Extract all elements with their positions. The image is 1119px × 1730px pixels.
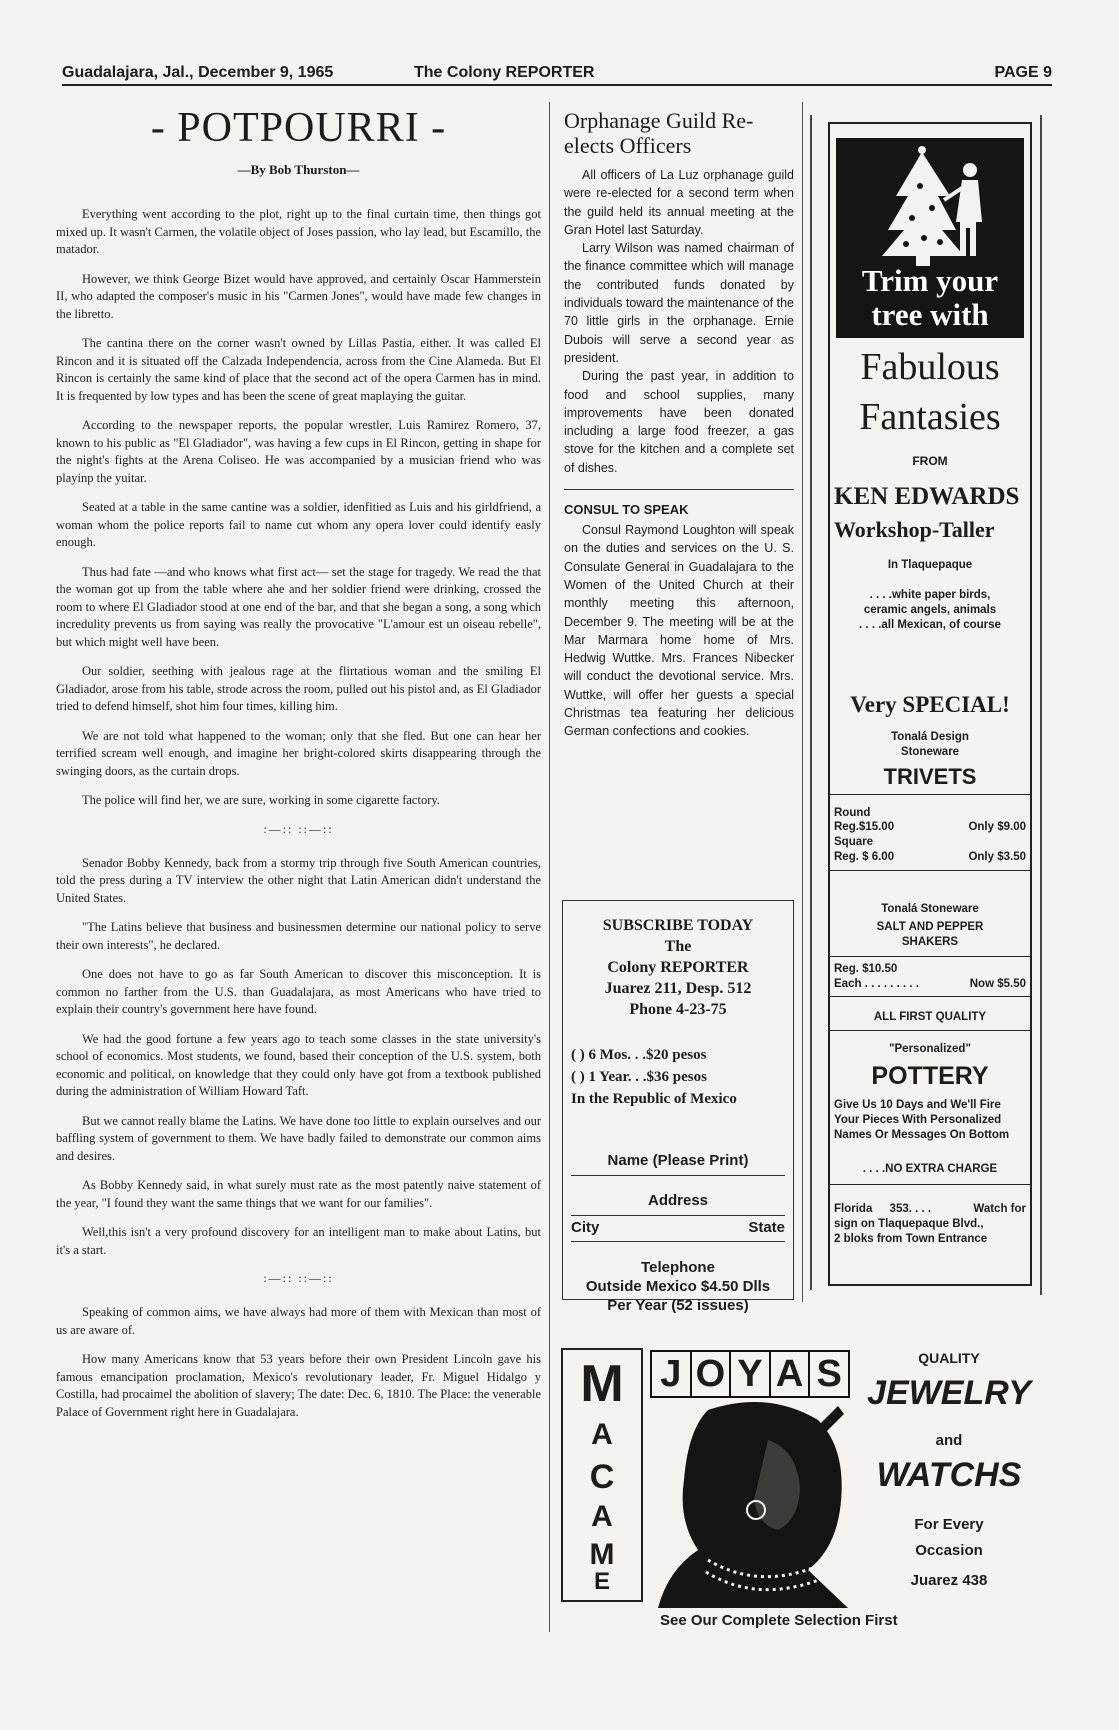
- no-extra-charge: . . . .NO EXTRA CHARGE: [862, 1163, 998, 1175]
- tonala-design: Tonalá Design: [891, 731, 969, 743]
- subscribe-form: [562, 900, 794, 1314]
- and-text: and: [935, 1432, 963, 1449]
- subscribe-line: Phone 4-23-75: [629, 1001, 727, 1018]
- paragraph: But we cannot really blame the Latins. We have done too little to explain ourselves and our baffling system of government to them. We have badly failed to demonstrate our common aims and desires.: [56, 1113, 541, 1163]
- tel-line: Telephone: [641, 1259, 715, 1276]
- desc-line: . . . .all Mexican, of course: [859, 619, 1001, 631]
- square-sale-price: Only $3.50: [968, 851, 1026, 863]
- paragraph: How many Americans know that 53 years before their own President Lincoln gave his famous emancipation proclamation, Mexico's revolutionary leader, Fr. Miguel Hidalgo y Costilla, had procaimel the abolition of slavery; The date: Dec. 6, 1810. The Place: the venerable Palace of Government right here in Guadalajara.: [56, 1352, 541, 1419]
- workshop-name: Workshop-Taller: [834, 517, 995, 542]
- selection-tagline: See Our Complete Selection First: [660, 1612, 898, 1629]
- paragraph: Speaking of common aims, we have always had more of them with Mexican than most of us are aware of.: [56, 1305, 541, 1337]
- page-number: PAGE 9: [994, 64, 1052, 81]
- paragraph: "The Latins believe that business and businessmen determine our national policy to serve their own interests", he declared.: [56, 920, 541, 952]
- personalize-offer: Give Us 10 Days and We'll Fire Your Pieces With Personalized Names Or Messages On Bottom: [834, 1099, 1010, 1141]
- paragraph: The police will find her, we are sure, working in some cigarette factory.: [82, 793, 440, 807]
- dateline: Guadalajara, Jal., December 9, 1965: [62, 64, 334, 81]
- place-text: In Tlaquepaque: [887, 559, 973, 571]
- shakers: SHAKERS: [901, 936, 959, 948]
- paragraph: Our soldier, seething with jealous rage at the flirtatious woman and the smiling El Gladiador, arose from his table, strode across the room, pulled out his pistol and, as El Gladiador tried to defend himself, shot him four times, killing him.: [56, 664, 541, 713]
- orphanage-paragraph: Larry Wilson was named chairman of the finance committee which will manage the contributed funds donated by individuals toward the maintenance of the 70 little girls in the orphanage. Ernie Dubois will serve a second year as president.: [564, 241, 795, 365]
- salt-sale-price: Now $5.50: [969, 978, 1026, 990]
- subscription-options: [571, 1044, 793, 1110]
- divider: [830, 956, 1030, 957]
- column-rule: [549, 102, 550, 1632]
- divider: [564, 489, 794, 490]
- tonala-stoneware: Stoneware: [900, 746, 960, 758]
- square-price-row: [834, 850, 1026, 865]
- paragraph: Senador Bobby Kennedy, back from a stormy trip through five South American countries, told the press during a TV interview the other night that Latin American didn't understand the United States.: [56, 855, 541, 905]
- personalized: "Personalized": [889, 1043, 971, 1055]
- florida-number: 353. . . .: [889, 1203, 932, 1215]
- orphanage-paragraph: During the past year, in addition to food and school supplies, many improvements have been donated including a large food freezer, a gas stove for the kitchen and a complete set of dishes.: [564, 369, 794, 475]
- macame-logo: [561, 1348, 643, 1602]
- joyas-logo: [650, 1350, 850, 1398]
- paragraph: Everything went according to the plot, right up to the final curtain time, then things got mixed up. It wasn't Carmen, the volatile object of Joses passion, who lay lead, but Escamillo, the matador.: [56, 207, 541, 256]
- telephone-info: [563, 1258, 793, 1315]
- logo-letter: E: [593, 1568, 610, 1595]
- woman-portrait-illustration: [648, 1400, 862, 1608]
- round-regular-price: Reg.$15.00: [834, 821, 895, 833]
- paragraph: One does not have to go as far South American to discover this misconception. It is common no farther from the U.S. than Guadalajara, as most Americans who have tried to explain their country's government here have found.: [56, 967, 541, 1016]
- occasion: Occasion: [915, 1542, 983, 1559]
- potpourri-title: - POTPOURRI -: [150, 105, 447, 151]
- salt-regular-price: Reg. $10.50: [834, 963, 898, 975]
- city-field[interactable]: City: [571, 1219, 600, 1236]
- tel-line: Outside Mexico $4.50 Dlls: [585, 1278, 771, 1295]
- joyas-letter: Y: [731, 1352, 771, 1396]
- logo-letter: M: [580, 1355, 624, 1413]
- all-first-quality: ALL FIRST QUALITY: [873, 1011, 987, 1023]
- stoneware-heading: Tonalá Stoneware: [881, 903, 979, 915]
- paragraph: According to the newspaper reports, the popular wrestler, Luis Ramirez Romero, 37, known to his public as "El Gladiador", was having a few cups in El Rincon, getting in shape for the night's fights at the Arena Coliseo. He was accompanied by a musician friend who was playinp the yuitar.: [56, 418, 541, 485]
- bloks-text: 2 bloks from Town Entrance: [834, 1233, 988, 1245]
- joyas-letter: O: [692, 1352, 732, 1396]
- jewelry-address: Juarez 438: [910, 1572, 988, 1589]
- desc-line: . . . .white paper birds,: [869, 589, 991, 601]
- round-sale-price: Only $9.00: [968, 821, 1026, 833]
- address-row: [834, 1202, 1026, 1217]
- sign-text: sign on Tlaquepaque Blvd.,: [834, 1218, 984, 1230]
- fabulous-text: Fabulous: [860, 346, 1000, 388]
- option-six-months[interactable]: ( ) 6 Mos. . .$20 pesos: [571, 1047, 707, 1063]
- logo-letter: M: [589, 1538, 615, 1571]
- address-field[interactable]: Address: [571, 1190, 785, 1216]
- orphanage-article: [564, 108, 794, 741]
- christmas-tree-illustration: [836, 138, 1024, 338]
- paragraph: Well,this isn't a very profound discovery for an intelligent man to make about Latins, but it's a start.: [56, 1225, 541, 1257]
- section-separator: :—:: ::—::: [263, 821, 334, 836]
- for-every: For Every: [914, 1516, 984, 1533]
- republic-note: In the Republic of Mexico: [571, 1091, 737, 1107]
- divider: [830, 1030, 1030, 1031]
- subscribe-line: Colony REPORTER: [607, 959, 749, 976]
- joyas-letter: J: [652, 1352, 692, 1396]
- orphanage-paragraph: All officers of La Luz orphanage guild were re-elected for a second term when the guild held its annual meeting at the Gran Hotel last Saturday.: [564, 168, 794, 237]
- ken-edwards: KEN EDWARDS: [834, 483, 1020, 510]
- logo-letter: C: [589, 1458, 615, 1496]
- very-special: Very SPECIAL!: [850, 692, 1010, 717]
- subscribe-line: SUBSCRIBE TODAY: [602, 917, 754, 934]
- salt-pepper: SALT AND PEPPER: [876, 921, 984, 933]
- salt-each: Each . . . . . . . . .: [834, 978, 919, 990]
- fantasies-text: Fantasies: [859, 396, 1001, 438]
- city-state-row[interactable]: [571, 1216, 785, 1242]
- desc-line: ceramic angels, animals: [863, 604, 997, 616]
- watch-for: Watch for: [973, 1203, 1026, 1215]
- trivets-heading: TRIVETS: [883, 764, 977, 789]
- pottery-heading: POTTERY: [871, 1062, 989, 1090]
- state-field[interactable]: State: [748, 1219, 785, 1236]
- name-field[interactable]: Name (Please Print): [571, 1150, 785, 1176]
- quality-text: QUALITY: [918, 1350, 980, 1366]
- tree-icon: [836, 138, 1024, 268]
- option-one-year[interactable]: ( ) 1 Year. . .$36 pesos: [571, 1069, 707, 1085]
- florida-street: Florida: [834, 1203, 873, 1215]
- section-separator: :—:: ::—::: [263, 1271, 334, 1285]
- round-price-row: [834, 820, 1026, 835]
- tel-line: Per Year (52 issues): [607, 1297, 749, 1314]
- square-regular-price: Reg. $ 6.00: [834, 851, 895, 863]
- ad-border: [810, 115, 812, 1290]
- salt-price-row: [834, 977, 1026, 992]
- joyas-letter: S: [816, 1353, 842, 1395]
- byline: —By Bob Thurston—: [237, 162, 360, 177]
- square-label: Square: [834, 836, 873, 848]
- trim-slogan: Trim your tree with: [861, 263, 999, 332]
- joyas-letter: A: [771, 1352, 811, 1396]
- divider: [830, 996, 1030, 997]
- logo-letter: A: [591, 1500, 613, 1533]
- divider: [830, 794, 1030, 795]
- page-header: [62, 64, 1052, 86]
- paragraph: The cantina there on the corner wasn't owned by Lillas Pastia, either. It was called El Rincon and it is situated off the Calzada Independencia, across from the Cine Alameda. But El Rincon is certainly the same kind of place that the second act of the opera Carmen has in mind. It is frequented by low types and has been the scene of great maplaying the guitar.: [56, 336, 541, 403]
- jewelry-heading: JEWELRY: [867, 1374, 1031, 1412]
- paragraph: We are not told what happened to the woman; only that she fled. But one can hear her terrified scream well enough, and imagine her bright-colored skirts disappearing through the swinging doors, as the curtain drops.: [56, 728, 541, 778]
- subscribe-line: Juarez 211, Desp. 512: [604, 980, 752, 997]
- divider: [830, 1184, 1030, 1185]
- divider: [830, 870, 1030, 871]
- masthead: The Colony REPORTER: [414, 64, 595, 81]
- paragraph: Seated at a table in the same cantine was a soldier, idenfitied as Luis and his girldfriend, a woman whom the police reports fail to name cut whom any opera lover could identify easly enough.: [56, 500, 541, 549]
- paragraph: We had the good fortune a few years ago to teach some classes in the state university's school of economics. Most students, we found, based their conception of the U.S. system, both economic and political, on knowledge that they could only have got from a textbook published during the administration of William Howard Taft.: [56, 1031, 541, 1098]
- logo-letter: A: [591, 1418, 613, 1451]
- round-label: Round: [834, 807, 871, 819]
- paragraph: Thus had fate —and who knows what first act— set the stage for tragedy. We read the that the woman got up from the table where ahe and her soldier friend were drinking, crossed the room to where El Gladiador stood at one end of the bar, and that she began a song, a song which incredulity prevents us from saying was really the provocative "L'amour est un oiseau rebelle", but which might well have been.: [56, 564, 541, 649]
- column-rule: [802, 102, 803, 1302]
- ad-border: [1040, 115, 1042, 1295]
- consul-paragraph: Consul Raymond Loughton will speak on the duties and services on the U. S. Consulate General in Guadalajara to the Women of the United Church at their monthly meeting this afternoon, December 9. The meeting will be at the Mar Marmara home home of Mrs. Hedwig Wuttke. Mrs. Frances Nibecker will conduct the devotional service. Mrs. Wuttke, will offer her guests a special Christmas tea featuring her delicious German confections and cookies.: [564, 523, 794, 739]
- watchs-heading: WATCHS: [876, 1456, 1022, 1494]
- subscribe-line: The: [664, 938, 692, 955]
- ken-edwards-ad: [828, 122, 1032, 1286]
- subscribe-heading: [563, 915, 793, 1020]
- potpourri-column: [56, 102, 541, 1433]
- orphanage-headline: Orphanage Guild Re-elects Officers: [564, 108, 754, 158]
- paragraph: As Bobby Kennedy said, in what surely must rate as the most patently naive statement of the year, "I found they want the same things that we want for our families".: [56, 1178, 541, 1210]
- paragraph: However, we think George Bizet would have approved, and certainly Oscar Hammerstein II, who adapted the composer's music in his "Carmen Jones", would have made few changes in the libretto.: [56, 271, 541, 321]
- consul-headline: CONSUL TO SPEAK: [564, 502, 689, 518]
- from-text: FROM: [912, 454, 948, 468]
